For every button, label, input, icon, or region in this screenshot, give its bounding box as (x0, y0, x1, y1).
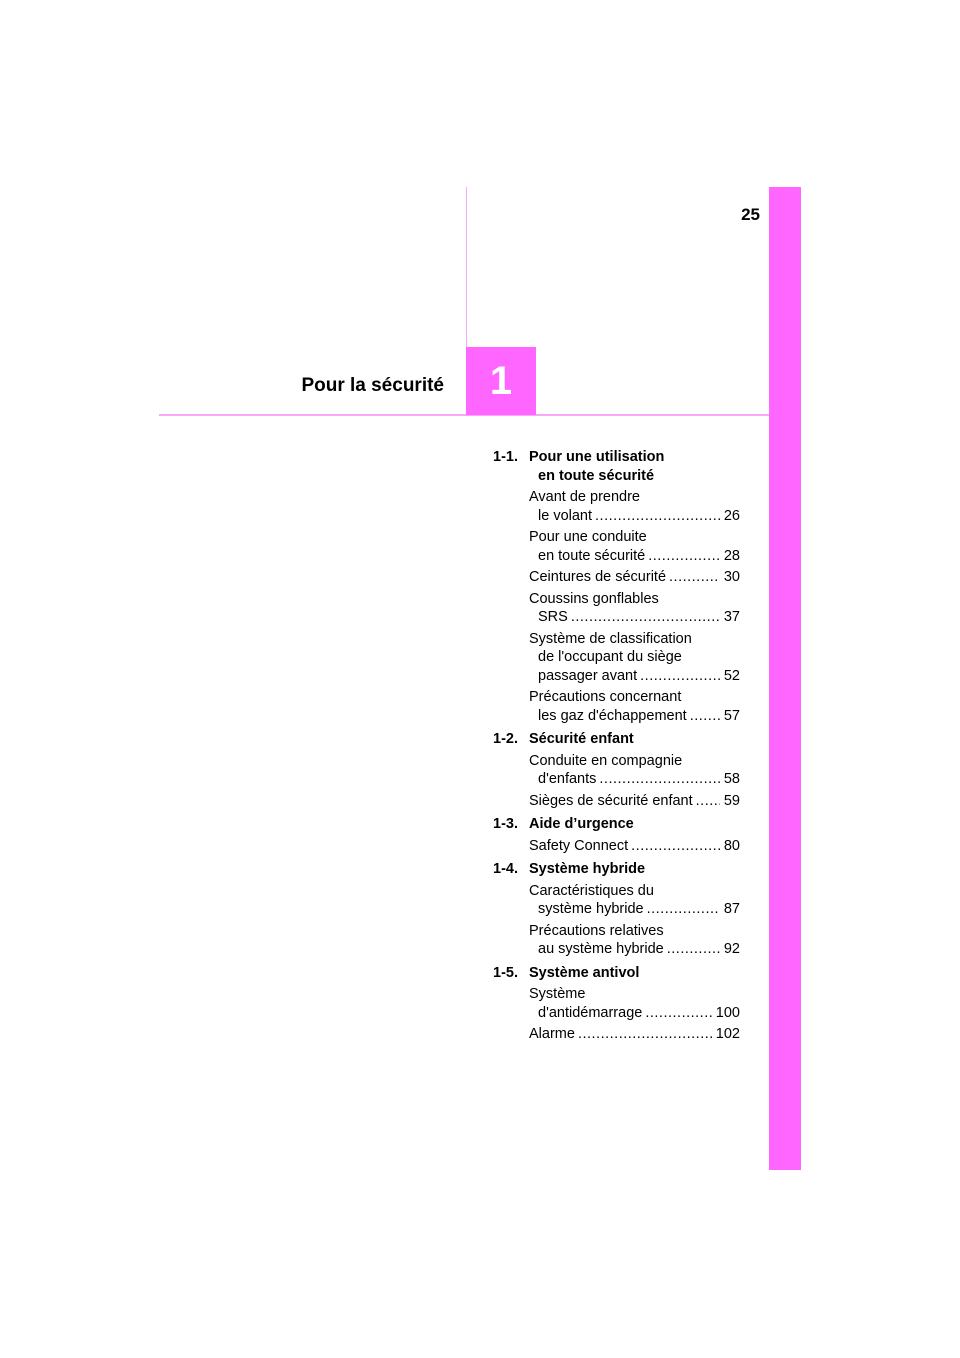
toc-entry-line (529, 507, 740, 526)
toc-section (493, 448, 740, 725)
toc-entry-line (529, 568, 740, 587)
toc-entry-line (529, 837, 740, 856)
chapter-title: Pour la sécurité (301, 375, 444, 396)
toc-page-number: 30 (723, 569, 740, 585)
toc-entry[interactable] (529, 985, 740, 1022)
toc-entry-line: Conduite en compagnie (529, 752, 683, 769)
toc-page-number: 59 (723, 792, 740, 809)
toc-entry-text: système hybride (538, 901, 644, 917)
toc-section-number: 1-1. (493, 449, 518, 465)
toc-entry-text: Ceintures de sécurité (529, 569, 667, 585)
toc-entry-text: d'enfants (538, 771, 597, 787)
toc-section-title-line: en toute sécurité (538, 467, 655, 484)
toc-section-title-line: Aide d’urgence (529, 816, 634, 832)
toc-page-number: 52 (723, 667, 740, 684)
dot-leader (690, 707, 720, 726)
toc-entry[interactable] (529, 922, 740, 959)
toc-page-number: 87 (723, 901, 740, 917)
toc-entry-line (529, 707, 740, 726)
toc-entry-line (529, 608, 740, 627)
dot-leader (696, 792, 720, 811)
toc-section-number: 1-2. (493, 731, 518, 747)
toc-entry-line: Système de classification (529, 630, 692, 647)
dot-leader (631, 837, 720, 856)
toc-section-title (529, 815, 740, 834)
toc-entry[interactable] (529, 688, 740, 725)
toc-section-title (529, 964, 740, 983)
toc-entry[interactable] (529, 837, 740, 856)
toc-section (493, 815, 740, 855)
toc-section (493, 860, 740, 959)
toc-entry-line: Pour une conduite (529, 529, 647, 545)
toc-entry-line (529, 770, 740, 789)
toc-entry-text: au système hybride (538, 941, 664, 957)
dot-leader (599, 770, 719, 789)
toc-entry-line (529, 1025, 740, 1044)
toc-entry-line: de l'occupant du siège (538, 649, 682, 665)
toc-entry-text: Alarme (529, 1026, 575, 1042)
toc-entry-line (529, 667, 740, 686)
toc-entry-line (529, 900, 740, 919)
toc-section-title-line: Pour une utilisation (529, 449, 665, 465)
toc-entry-line: Caractéristiques du (529, 882, 654, 899)
dot-leader (667, 940, 720, 959)
toc-entry-line (529, 792, 740, 811)
chapter-side-tab (769, 187, 801, 1170)
toc-entry[interactable] (529, 1025, 740, 1044)
toc-section-number: 1-4. (493, 861, 518, 877)
dot-leader (640, 667, 720, 686)
toc-entry-line: Précautions concernant (529, 689, 682, 705)
toc-entry-text: SRS (538, 609, 568, 625)
toc-entry[interactable] (529, 568, 740, 587)
dot-leader (648, 547, 720, 566)
toc-entry[interactable] (529, 792, 740, 811)
chapter-number: 1 (489, 358, 513, 403)
table-of-contents (493, 448, 740, 1049)
toc-entry[interactable] (529, 528, 740, 565)
toc-page-number: 28 (723, 547, 740, 564)
toc-entry[interactable] (529, 630, 740, 686)
dot-leader (645, 1004, 711, 1023)
toc-entry-text: Safety Connect (529, 837, 629, 854)
toc-entry-line (529, 1004, 740, 1023)
toc-section-title-line: Système antivol (529, 964, 640, 981)
toc-page-number: 58 (723, 771, 740, 787)
dot-leader (647, 900, 720, 919)
chapter-number-box (466, 347, 536, 415)
dot-leader (571, 608, 720, 627)
toc-page-number: 100 (715, 1004, 740, 1021)
dot-leader (669, 568, 720, 587)
header-horizontal-rule (159, 414, 769, 416)
toc-page-number: 26 (723, 507, 740, 524)
toc-entry-text: le volant (538, 507, 593, 524)
toc-entry-line: Coussins gonflables (529, 590, 659, 607)
toc-entry-line (529, 940, 740, 959)
toc-section-title-line: Système hybride (529, 861, 646, 877)
toc-entry-text: les gaz d'échappement (538, 707, 687, 724)
toc-entry-text: en toute sécurité (538, 547, 646, 564)
toc-section-title (529, 448, 740, 485)
toc-section (493, 730, 740, 810)
toc-entry-line: Précautions relatives (529, 922, 664, 939)
toc-page-number: 37 (723, 609, 740, 625)
toc-entry[interactable] (529, 488, 740, 525)
dot-leader (595, 507, 720, 526)
toc-section (493, 964, 740, 1044)
toc-entry-text: d'antidémarrage (538, 1004, 643, 1021)
toc-entry-text: Sièges de sécurité enfant (529, 792, 693, 809)
dot-leader (578, 1025, 712, 1044)
toc-page-number: 57 (723, 707, 740, 724)
toc-page-number: 92 (723, 941, 740, 957)
toc-section-number: 1-3. (493, 816, 518, 832)
toc-entry-line: Système (529, 986, 586, 1002)
toc-section-title (529, 860, 740, 879)
toc-page-number: 102 (715, 1026, 740, 1042)
toc-section-number: 1-5. (493, 964, 518, 981)
page-number: 25 (741, 205, 760, 224)
toc-page-number: 80 (723, 837, 740, 854)
toc-entry[interactable] (529, 590, 740, 627)
toc-entry-line (529, 547, 740, 566)
toc-entry-line: Avant de prendre (529, 489, 640, 505)
toc-entry[interactable] (529, 752, 740, 789)
toc-entry[interactable] (529, 882, 740, 919)
toc-entry-text: passager avant (538, 667, 638, 684)
toc-section-title-line: Sécurité enfant (529, 731, 634, 747)
toc-section-title (529, 730, 740, 749)
